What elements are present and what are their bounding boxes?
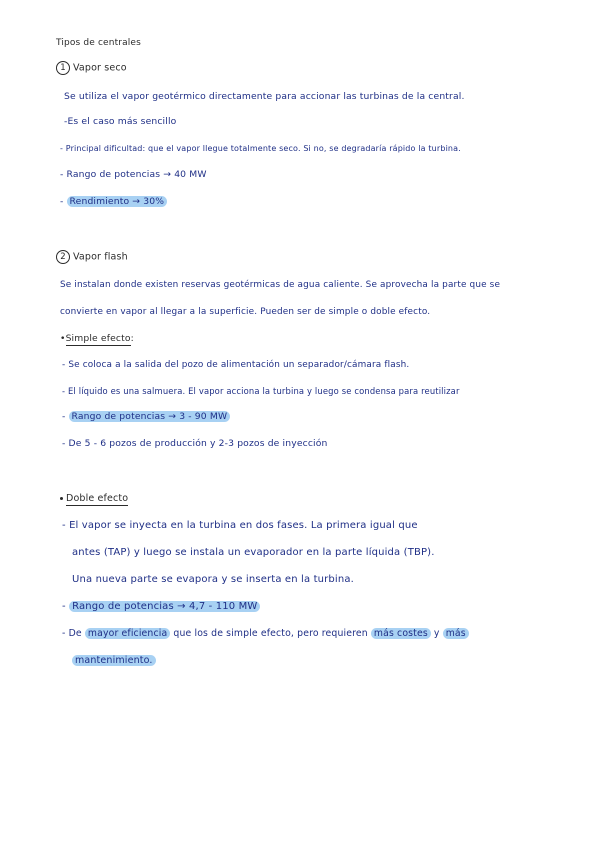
- doble-eficiencia-cont: [72, 654, 156, 668]
- section-2-heading: [56, 250, 128, 265]
- bullet-icon: [60, 497, 63, 500]
- simple-bullet-1: - Se coloca a la salida del pozo de alimentación un separador/cámara flash.: [62, 360, 410, 370]
- highlight: mantenimiento.: [72, 655, 156, 666]
- doble-rango: - Rango de potencias → 4,7 - 110 MW: [62, 600, 260, 614]
- simple-efecto-title: Simple efecto: [65, 333, 131, 344]
- section-1-bullet-1: -Es el caso más sencillo: [64, 116, 177, 127]
- highlight: más: [443, 628, 469, 639]
- highlight: mayor eficiencia: [85, 628, 170, 639]
- doble-line-2: antes (TAP) y luego se instala un evaporador en la parte líquida (TBP).: [72, 547, 435, 558]
- section-1-heading: [56, 61, 127, 76]
- section-number-badge: 2: [56, 250, 70, 264]
- highlight: más costes: [371, 628, 431, 639]
- highlight: Rendimiento → 30%: [67, 196, 168, 207]
- highlight: Rango de potencias → 3 - 90 MW: [69, 411, 231, 422]
- section-1-bullet-4: - Rendimiento → 30%: [60, 195, 167, 209]
- section-2-paragraph-1: Se instalan donde existen reservas geotérmicas de agua caliente. Se aprovecha la parte que se: [60, 280, 501, 290]
- section-number-badge: 1: [56, 61, 70, 75]
- doble-line-3: Una nueva parte se evapora y se inserta en la turbina.: [72, 574, 354, 585]
- section-2-paragraph-2: convierte en vapor al llegar a la superficie. Pueden ser de simple o doble efecto.: [60, 307, 431, 317]
- section-2-title: Vapor flash: [73, 251, 128, 263]
- highlight: Rango de potencias → 4,7 - 110 MW: [69, 601, 260, 612]
- section-1-bullet-2: - Principal dificultad: que el vapor llegue totalmente seco. Si no, se degradaría rápido la turbina.: [60, 144, 461, 153]
- section-1-bullet-3: - Rango de potencias → 40 MW: [60, 169, 207, 180]
- doble-efecto-title: Doble efecto: [66, 493, 129, 504]
- text: - De: [62, 628, 82, 639]
- section-1-title: Vapor seco: [73, 62, 127, 74]
- section-1-intro: Se utiliza el vapor geotérmico directamente para accionar las turbinas de la central.: [64, 91, 465, 102]
- simple-efecto-heading: •Simple efecto:: [60, 333, 134, 344]
- simple-bullet-2: - El líquido es una salmuera. El vapor acciona la turbina y luego se condensa para reutilizar: [62, 386, 460, 396]
- text: que los de simple efecto, pero requieren: [173, 628, 368, 639]
- simple-bullet-3: - Rango de potencias → 3 - 90 MW: [62, 410, 230, 424]
- page-title: Tipos de centrales: [56, 38, 141, 48]
- doble-efecto-heading: [60, 492, 128, 506]
- doble-eficiencia: [62, 627, 469, 641]
- simple-bullet-4: - De 5 - 6 pozos de producción y 2-3 pozos de inyección: [62, 438, 328, 449]
- text: y: [433, 628, 440, 639]
- doble-line-1: - El vapor se inyecta en la turbina en dos fases. La primera igual que: [62, 520, 418, 531]
